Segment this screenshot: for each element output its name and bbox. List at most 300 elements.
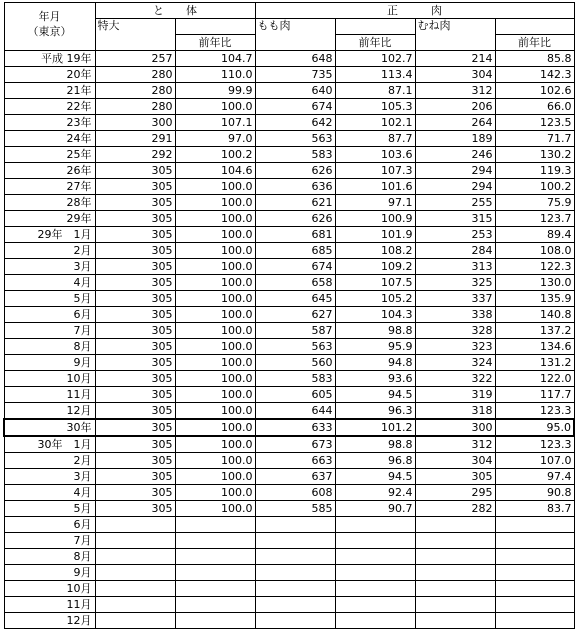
tokudai-value: 305 <box>95 291 175 307</box>
tokudai-value: 305 <box>95 436 175 453</box>
tokudai-yoy <box>175 565 255 581</box>
mune-value: 319 <box>415 387 495 403</box>
mune-value: 214 <box>415 51 495 67</box>
tokudai-value <box>95 517 175 533</box>
table-row <box>4 195 574 211</box>
mune-yoy: 100.2 <box>495 179 574 195</box>
table-row <box>4 115 574 131</box>
tokudai-value <box>95 597 175 613</box>
momo-yoy: 90.7 <box>335 501 415 517</box>
tokudai-value: 305 <box>95 339 175 355</box>
tokudai-yoy <box>175 533 255 549</box>
tokudai-yoy: 100.0 <box>175 436 255 453</box>
tokudai-yoy: 100.0 <box>175 179 255 195</box>
tokudai-value: 305 <box>95 403 175 420</box>
mune-value: 313 <box>415 259 495 275</box>
momo-value: 681 <box>255 227 335 243</box>
momo-value: 640 <box>255 83 335 99</box>
momo-yoy: 104.3 <box>335 307 415 323</box>
momo-value: 633 <box>255 419 335 436</box>
momo-value: 605 <box>255 387 335 403</box>
tokudai-yoy: 100.0 <box>175 419 255 436</box>
row-label: 10月 <box>4 581 95 597</box>
table-row <box>4 99 574 115</box>
momo-value <box>255 517 335 533</box>
mune-value: 325 <box>415 275 495 291</box>
row-label: 12月 <box>4 613 95 629</box>
row-label: 24年 <box>4 131 95 147</box>
momo-value <box>255 565 335 581</box>
mune-yoy: 89.4 <box>495 227 574 243</box>
momo-yoy: 98.8 <box>335 436 415 453</box>
tokudai-value: 305 <box>95 485 175 501</box>
momo-yoy: 105.2 <box>335 291 415 307</box>
tokudai-yoy: 100.0 <box>175 99 255 115</box>
table-row <box>4 83 574 99</box>
momo-yoy: 101.6 <box>335 179 415 195</box>
mune-yoy: 134.6 <box>495 339 574 355</box>
tokudai-yoy: 100.0 <box>175 485 255 501</box>
momo-value: 627 <box>255 307 335 323</box>
mune-yoy <box>495 597 574 613</box>
tokudai-yoy <box>175 613 255 629</box>
mune-value: 305 <box>415 469 495 485</box>
mune-value: 253 <box>415 227 495 243</box>
row-label: 21年 <box>4 83 95 99</box>
tokudai-yoy: 100.0 <box>175 469 255 485</box>
tokudai-value: 300 <box>95 115 175 131</box>
mune-yoy: 102.6 <box>495 83 574 99</box>
tokudai-value: 305 <box>95 259 175 275</box>
tokudai-value: 305 <box>95 243 175 259</box>
mune-value: 189 <box>415 131 495 147</box>
mune-value <box>415 517 495 533</box>
tokudai-header: 特大 <box>95 19 175 51</box>
momo-yoy: 94.8 <box>335 355 415 371</box>
momo-yoy: 107.5 <box>335 275 415 291</box>
tokudai-value: 305 <box>95 469 175 485</box>
mune-value <box>415 581 495 597</box>
tokudai-yoy: 100.0 <box>175 403 255 420</box>
table-row <box>4 403 574 420</box>
row-label: 10月 <box>4 371 95 387</box>
table-row <box>4 163 574 179</box>
momo-value: 626 <box>255 211 335 227</box>
table-row <box>4 179 574 195</box>
momo-value: 626 <box>255 163 335 179</box>
mune-yoy: 140.8 <box>495 307 574 323</box>
mune-yoy: 97.4 <box>495 469 574 485</box>
tokudai-value: 280 <box>95 83 175 99</box>
mune-yoy-header: 前年比 <box>495 35 574 51</box>
row-label: 30年 <box>4 419 95 436</box>
row-label: 5月 <box>4 291 95 307</box>
mune-yoy: 130.0 <box>495 275 574 291</box>
momo-value: 583 <box>255 147 335 163</box>
table-row <box>4 549 574 565</box>
momo-yoy: 98.8 <box>335 323 415 339</box>
mune-yoy: 83.7 <box>495 501 574 517</box>
tokudai-value <box>95 565 175 581</box>
mune-value <box>415 597 495 613</box>
year-month-header <box>4 3 95 51</box>
mune-yoy: 122.3 <box>495 259 574 275</box>
mune-value: 264 <box>415 115 495 131</box>
mune-yoy: 123.3 <box>495 403 574 420</box>
tokudai-yoy: 100.0 <box>175 355 255 371</box>
table-row <box>4 227 574 243</box>
row-label: 3月 <box>4 259 95 275</box>
table-row <box>4 581 574 597</box>
row-label: 7月 <box>4 533 95 549</box>
mune-value: 322 <box>415 371 495 387</box>
mune-yoy: 130.2 <box>495 147 574 163</box>
momo-value: 583 <box>255 371 335 387</box>
momo-yoy: 95.9 <box>335 339 415 355</box>
momo-value: 658 <box>255 275 335 291</box>
tokudai-value <box>95 581 175 597</box>
tokudai-yoy: 100.0 <box>175 323 255 339</box>
mune-yoy: 108.0 <box>495 243 574 259</box>
momo-value: 648 <box>255 51 335 67</box>
momo-yoy-spacer <box>335 19 415 35</box>
row-label: 平成 19年 <box>4 51 95 67</box>
momo-yoy <box>335 597 415 613</box>
row-label: 8月 <box>4 339 95 355</box>
tokudai-value: 305 <box>95 387 175 403</box>
row-label: 6月 <box>4 517 95 533</box>
mune-yoy <box>495 517 574 533</box>
tokudai-value: 292 <box>95 147 175 163</box>
momo-value: 642 <box>255 115 335 131</box>
tokudai-yoy: 100.0 <box>175 227 255 243</box>
row-label: 5月 <box>4 501 95 517</box>
tokudai-value <box>95 613 175 629</box>
momo-yoy: 96.8 <box>335 453 415 469</box>
mune-value: 318 <box>415 403 495 420</box>
mune-yoy: 85.8 <box>495 51 574 67</box>
table-row <box>4 613 574 629</box>
mune-header: むね肉 <box>415 19 495 51</box>
tokudai-value: 305 <box>95 501 175 517</box>
row-label: 29年 1月 <box>4 227 95 243</box>
mune-yoy: 66.0 <box>495 99 574 115</box>
momo-value <box>255 597 335 613</box>
table-row <box>4 485 574 501</box>
tokudai-yoy-spacer <box>175 19 255 35</box>
tokyo-label: （東京） <box>27 25 72 38</box>
momo-yoy: 109.2 <box>335 259 415 275</box>
row-label: 28年 <box>4 195 95 211</box>
table-row <box>4 275 574 291</box>
mune-yoy: 71.7 <box>495 131 574 147</box>
tokudai-yoy <box>175 597 255 613</box>
mune-value: 312 <box>415 436 495 453</box>
mune-value <box>415 565 495 581</box>
row-label: 9月 <box>4 355 95 371</box>
tokudai-yoy: 99.9 <box>175 83 255 99</box>
row-label: 8月 <box>4 549 95 565</box>
momo-yoy <box>335 581 415 597</box>
table-row <box>4 371 574 387</box>
row-label: 2月 <box>4 243 95 259</box>
momo-yoy: 102.1 <box>335 115 415 131</box>
momo-value: 608 <box>255 485 335 501</box>
momo-value: 674 <box>255 99 335 115</box>
mune-yoy: 123.7 <box>495 211 574 227</box>
tokudai-value: 305 <box>95 227 175 243</box>
tokudai-value: 305 <box>95 179 175 195</box>
table-row <box>4 51 574 67</box>
momo-value: 560 <box>255 355 335 371</box>
tokudai-value: 305 <box>95 323 175 339</box>
mune-yoy: 107.0 <box>495 453 574 469</box>
row-label: 27年 <box>4 179 95 195</box>
mune-yoy-spacer <box>495 19 574 35</box>
momo-header: もも肉 <box>255 19 335 51</box>
table-row <box>4 517 574 533</box>
mune-yoy: 137.2 <box>495 323 574 339</box>
row-label: 23年 <box>4 115 95 131</box>
momo-value: 685 <box>255 243 335 259</box>
momo-yoy: 100.9 <box>335 211 415 227</box>
momo-value: 644 <box>255 403 335 420</box>
row-label: 25年 <box>4 147 95 163</box>
momo-value: 563 <box>255 131 335 147</box>
mune-value <box>415 613 495 629</box>
tokudai-yoy: 107.1 <box>175 115 255 131</box>
price-table <box>3 2 575 629</box>
tokudai-value: 280 <box>95 67 175 83</box>
tokudai-yoy: 104.6 <box>175 163 255 179</box>
momo-yoy: 108.2 <box>335 243 415 259</box>
mune-yoy: 117.7 <box>495 387 574 403</box>
tokudai-yoy: 100.0 <box>175 259 255 275</box>
momo-yoy: 113.4 <box>335 67 415 83</box>
tokudai-value: 305 <box>95 453 175 469</box>
momo-value <box>255 533 335 549</box>
tokudai-value: 257 <box>95 51 175 67</box>
table-row <box>4 469 574 485</box>
tokudai-value: 305 <box>95 355 175 371</box>
mune-value: 255 <box>415 195 495 211</box>
momo-yoy: 87.7 <box>335 131 415 147</box>
momo-value: 621 <box>255 195 335 211</box>
mune-value: 246 <box>415 147 495 163</box>
momo-value <box>255 549 335 565</box>
momo-yoy <box>335 613 415 629</box>
table-row <box>4 355 574 371</box>
table-row <box>4 597 574 613</box>
row-label: 9月 <box>4 565 95 581</box>
momo-yoy <box>335 517 415 533</box>
tokudai-yoy: 100.0 <box>175 339 255 355</box>
momo-value: 663 <box>255 453 335 469</box>
row-label: 6月 <box>4 307 95 323</box>
mune-yoy <box>495 533 574 549</box>
tokudai-value <box>95 533 175 549</box>
tokudai-value <box>95 549 175 565</box>
table-row <box>4 323 574 339</box>
tokudai-value: 305 <box>95 211 175 227</box>
tokudai-value: 305 <box>95 371 175 387</box>
mune-value: 304 <box>415 67 495 83</box>
momo-yoy: 97.1 <box>335 195 415 211</box>
momo-yoy: 101.2 <box>335 419 415 436</box>
row-label: 29年 <box>4 211 95 227</box>
momo-yoy: 107.3 <box>335 163 415 179</box>
mune-value <box>415 533 495 549</box>
table-row <box>4 211 574 227</box>
tokudai-value: 305 <box>95 419 175 436</box>
table-row <box>4 339 574 355</box>
row-label: 11月 <box>4 597 95 613</box>
momo-value <box>255 581 335 597</box>
momo-value: 585 <box>255 501 335 517</box>
row-label: 20年 <box>4 67 95 83</box>
tokudai-value: 305 <box>95 307 175 323</box>
tokudai-yoy: 100.0 <box>175 211 255 227</box>
mune-yoy: 90.8 <box>495 485 574 501</box>
momo-yoy: 94.5 <box>335 469 415 485</box>
row-label: 2月 <box>4 453 95 469</box>
momo-value: 637 <box>255 469 335 485</box>
mune-yoy <box>495 549 574 565</box>
row-label: 4月 <box>4 275 95 291</box>
momo-value <box>255 613 335 629</box>
mune-value: 295 <box>415 485 495 501</box>
momo-value: 645 <box>255 291 335 307</box>
momo-yoy: 93.6 <box>335 371 415 387</box>
mune-value: 328 <box>415 323 495 339</box>
momo-yoy: 101.9 <box>335 227 415 243</box>
momo-value: 673 <box>255 436 335 453</box>
meat-group-header: 正 肉 <box>255 3 574 19</box>
table-row <box>4 243 574 259</box>
table-row <box>4 501 574 517</box>
mune-yoy: 123.3 <box>495 436 574 453</box>
momo-yoy <box>335 533 415 549</box>
mune-value: 284 <box>415 243 495 259</box>
momo-value: 587 <box>255 323 335 339</box>
row-label: 26年 <box>4 163 95 179</box>
row-label: 4月 <box>4 485 95 501</box>
mune-value: 338 <box>415 307 495 323</box>
tokudai-yoy: 110.0 <box>175 67 255 83</box>
table-row <box>4 307 574 323</box>
tokudai-yoy: 100.0 <box>175 501 255 517</box>
mune-value: 294 <box>415 163 495 179</box>
mune-yoy: 131.2 <box>495 355 574 371</box>
tokudai-yoy: 100.0 <box>175 371 255 387</box>
momo-yoy: 92.4 <box>335 485 415 501</box>
mune-value: 312 <box>415 83 495 99</box>
tokudai-value: 305 <box>95 195 175 211</box>
momo-value: 674 <box>255 259 335 275</box>
momo-value: 735 <box>255 67 335 83</box>
tokudai-yoy: 100.0 <box>175 387 255 403</box>
table-row <box>4 387 574 403</box>
tokudai-yoy: 97.0 <box>175 131 255 147</box>
momo-yoy: 103.6 <box>335 147 415 163</box>
mune-yoy <box>495 613 574 629</box>
row-label: 7月 <box>4 323 95 339</box>
mune-value: 206 <box>415 99 495 115</box>
momo-yoy: 87.1 <box>335 83 415 99</box>
tokudai-yoy: 100.2 <box>175 147 255 163</box>
mune-value: 300 <box>415 419 495 436</box>
row-label: 3月 <box>4 469 95 485</box>
mune-yoy: 135.9 <box>495 291 574 307</box>
mune-yoy: 122.0 <box>495 371 574 387</box>
mune-yoy: 95.0 <box>495 419 574 436</box>
table-row <box>4 67 574 83</box>
tokudai-value: 291 <box>95 131 175 147</box>
mune-value: 337 <box>415 291 495 307</box>
table-row <box>4 291 574 307</box>
table-row <box>4 259 574 275</box>
momo-yoy: 102.7 <box>335 51 415 67</box>
table-row <box>4 533 574 549</box>
mune-yoy: 75.9 <box>495 195 574 211</box>
tokudai-value: 305 <box>95 163 175 179</box>
tokudai-yoy: 100.0 <box>175 291 255 307</box>
table-row <box>4 419 574 436</box>
tokudai-yoy: 100.0 <box>175 195 255 211</box>
tokudai-yoy: 100.0 <box>175 243 255 259</box>
row-label: 22年 <box>4 99 95 115</box>
mune-value: 315 <box>415 211 495 227</box>
tokudai-yoy <box>175 517 255 533</box>
mune-value: 282 <box>415 501 495 517</box>
row-label: 12月 <box>4 403 95 420</box>
mune-value: 294 <box>415 179 495 195</box>
table-row <box>4 436 574 453</box>
row-label: 30年 1月 <box>4 436 95 453</box>
year-month-label: 年月 <box>38 10 61 23</box>
table-row <box>4 565 574 581</box>
tokudai-yoy: 104.7 <box>175 51 255 67</box>
momo-yoy: 94.5 <box>335 387 415 403</box>
table-row <box>4 131 574 147</box>
tokudai-yoy-header: 前年比 <box>175 35 255 51</box>
mune-value: 304 <box>415 453 495 469</box>
tokudai-yoy <box>175 549 255 565</box>
mune-yoy: 123.5 <box>495 115 574 131</box>
carcass-group-header: と 体 <box>95 3 255 19</box>
momo-yoy <box>335 549 415 565</box>
tokudai-yoy: 100.0 <box>175 453 255 469</box>
mune-yoy <box>495 565 574 581</box>
momo-value: 563 <box>255 339 335 355</box>
momo-yoy: 105.3 <box>335 99 415 115</box>
momo-yoy <box>335 565 415 581</box>
row-label: 11月 <box>4 387 95 403</box>
momo-yoy-header: 前年比 <box>335 35 415 51</box>
tokudai-yoy <box>175 581 255 597</box>
mune-yoy <box>495 581 574 597</box>
mune-yoy: 119.3 <box>495 163 574 179</box>
tokudai-value: 280 <box>95 99 175 115</box>
mune-value <box>415 549 495 565</box>
tokudai-value: 305 <box>95 275 175 291</box>
tokudai-yoy: 100.0 <box>175 275 255 291</box>
mune-yoy: 142.3 <box>495 67 574 83</box>
mune-value: 323 <box>415 339 495 355</box>
momo-value: 636 <box>255 179 335 195</box>
momo-yoy: 96.3 <box>335 403 415 420</box>
table-row <box>4 147 574 163</box>
